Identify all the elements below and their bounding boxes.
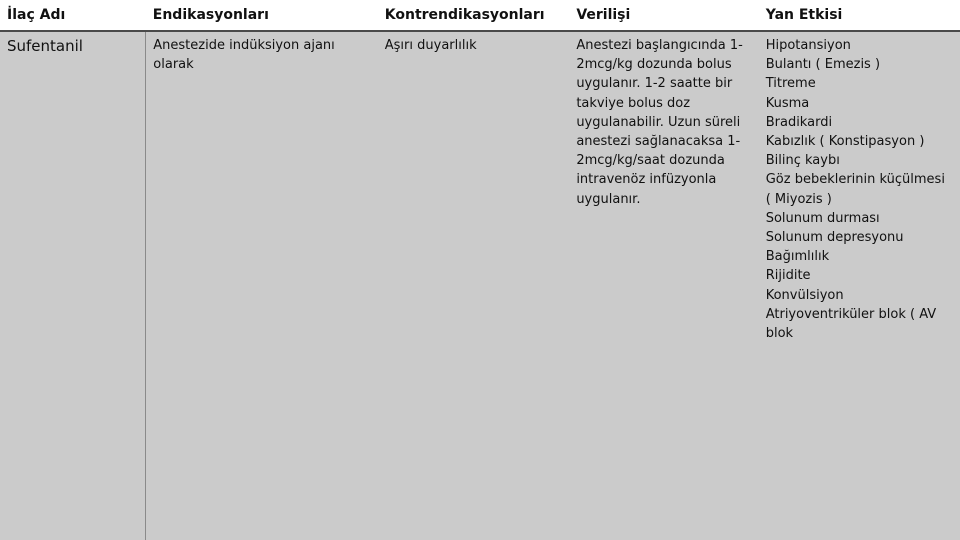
administration-line: intravenöz infüzyonla [576,172,717,188]
side-effect-line: Bulantı ( Emezis ) [765,57,881,73]
header-administration: Verilişi [569,0,758,31]
administration-line: uygulanabilir. Uzun süreli [576,114,741,130]
administration-line: 2mcg/kg dozunda bolus [576,57,732,73]
side-effect-line: Kusma [765,95,810,111]
side-effect-line: Bradikardi [765,114,833,130]
administration-line: takviye bolus doz [576,95,691,111]
side-effect-line: Atriyoventriküler blok ( AV [765,306,937,322]
cell-contraindications: Aşırı duyarlılık [378,31,570,540]
indication-line: olarak [153,57,194,73]
table-row [0,31,960,540]
header-drug-name: İlaç Adı [0,0,146,31]
side-effect-line: Hipotansiyon [765,38,851,53]
side-effect-line: Bağımlılık [765,249,830,265]
administration-line: uygulanır. [576,191,641,207]
side-effect-line: Bilinç kaybı [765,153,840,169]
table-header-row [0,0,960,31]
cell-administration [569,31,758,540]
administration-line: anestezi sağlanacaksa 1- [576,134,741,150]
side-effect-line: Solunum depresyonu [765,230,904,246]
cell-side-effects [759,31,960,540]
side-effect-line: Titreme [765,76,816,92]
administration-line: 2mcg/kg/saat dozunda [576,153,725,169]
header-indications: Endikasyonları [146,0,378,31]
side-effect-line: Göz bebeklerinin küçülmesi [765,172,945,188]
side-effect-line: Konvülsiyon [765,287,844,303]
side-effect-line: blok [765,326,794,342]
side-effect-line: Kabızlık ( Konstipasyon ) [765,134,925,150]
indication-line: Anestezide indüksiyon ajanı [153,38,335,53]
cell-drug-name: Sufentanil [0,31,146,540]
administration-line: uygulanır. 1-2 saatte bir [576,76,733,92]
administration-line: Anestezi başlangıcında 1- [576,38,743,53]
cell-indications [146,31,378,540]
side-effect-line: ( Miyozis ) [765,191,832,207]
header-contraindications: Kontrendikasyonları [378,0,570,31]
side-effect-line: Solunum durması [765,210,880,226]
side-effect-line: Rijidite [765,268,811,284]
header-side-effects: Yan Etkisi [759,0,960,31]
